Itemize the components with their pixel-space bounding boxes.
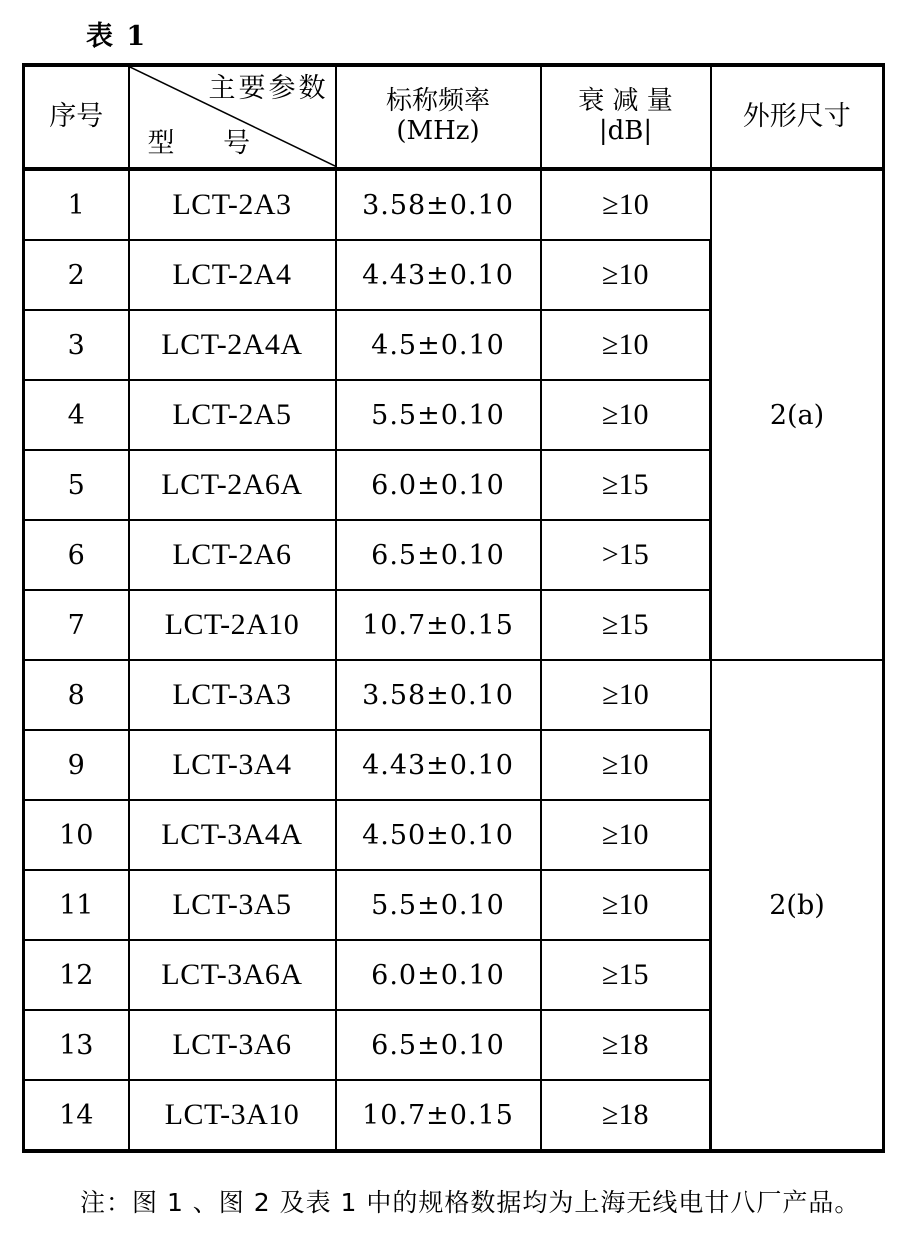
row-attenuation: ≥15 bbox=[541, 450, 711, 520]
row-frequency: 6.5±0.10 bbox=[336, 520, 541, 590]
row-model: LCT-3A6 bbox=[129, 1010, 336, 1080]
row-model: LCT-2A3 bbox=[129, 169, 336, 240]
row-frequency: 4.43±0.10 bbox=[336, 730, 541, 800]
row-attenuation: ≥10 bbox=[541, 870, 711, 940]
row-attenuation: ≥10 bbox=[541, 169, 711, 240]
row-frequency: 4.5±0.10 bbox=[336, 310, 541, 380]
row-frequency: 6.5±0.10 bbox=[336, 1010, 541, 1080]
row-model: LCT-2A4A bbox=[129, 310, 336, 380]
row-attenuation: ≥15 bbox=[541, 590, 711, 660]
row-number: 7 bbox=[24, 590, 129, 660]
row-frequency: 4.50±0.10 bbox=[336, 800, 541, 870]
row-number: 12 bbox=[24, 940, 129, 1010]
row-model: LCT-3A4 bbox=[129, 730, 336, 800]
row-number: 11 bbox=[24, 870, 129, 940]
header-attenuation-unit: |dB| bbox=[598, 116, 653, 146]
row-number: 8 bbox=[24, 660, 129, 730]
row-attenuation: ≥15 bbox=[541, 940, 711, 1010]
row-frequency: 5.5±0.10 bbox=[336, 380, 541, 450]
header-diagonal-cell bbox=[129, 65, 336, 169]
row-number: 13 bbox=[24, 1010, 129, 1080]
row-frequency: 3.58±0.10 bbox=[336, 169, 541, 240]
row-frequency: 10.7±0.15 bbox=[336, 1080, 541, 1151]
header-attenuation-title: 衰 减 量 bbox=[578, 86, 673, 117]
row-attenuation: >15 bbox=[541, 520, 711, 590]
header-attenuation bbox=[541, 65, 711, 169]
row-model: LCT-2A10 bbox=[129, 590, 336, 660]
row-attenuation: ≥10 bbox=[541, 730, 711, 800]
row-attenuation: ≥10 bbox=[541, 240, 711, 310]
table-caption: 表 1 bbox=[86, 21, 148, 52]
header-seq: 序号 bbox=[24, 65, 129, 169]
row-frequency: 3.58±0.10 bbox=[336, 660, 541, 730]
dimension-group-b: 2(b) bbox=[711, 660, 884, 1151]
row-attenuation: ≥18 bbox=[541, 1010, 711, 1080]
row-model: LCT-2A6A bbox=[129, 450, 336, 520]
row-frequency: 6.0±0.10 bbox=[336, 450, 541, 520]
row-model: LCT-2A5 bbox=[129, 380, 336, 450]
row-frequency: 4.43±0.10 bbox=[336, 240, 541, 310]
row-number: 9 bbox=[24, 730, 129, 800]
row-number: 3 bbox=[24, 310, 129, 380]
table-row bbox=[24, 169, 884, 240]
row-model: LCT-3A10 bbox=[129, 1080, 336, 1151]
footnote: 注：图 1 、图 2 及表 1 中的规格数据均为上海无线电廿八厂产品。 bbox=[80, 1188, 861, 1217]
header-row bbox=[24, 65, 884, 169]
row-attenuation: ≥10 bbox=[541, 380, 711, 450]
header-dimensions: 外形尺寸 bbox=[711, 65, 884, 169]
row-model: LCT-3A3 bbox=[129, 660, 336, 730]
row-number: 4 bbox=[24, 380, 129, 450]
header-frequency-unit: (MHz) bbox=[396, 116, 480, 146]
row-number: 6 bbox=[24, 520, 129, 590]
row-number: 14 bbox=[24, 1080, 129, 1151]
row-frequency: 10.7±0.15 bbox=[336, 590, 541, 660]
row-number: 1 bbox=[24, 169, 129, 240]
row-model: LCT-2A6 bbox=[129, 520, 336, 590]
row-number: 5 bbox=[24, 450, 129, 520]
row-number: 10 bbox=[24, 800, 129, 870]
row-attenuation: ≥10 bbox=[541, 660, 711, 730]
row-model: LCT-3A4A bbox=[129, 800, 336, 870]
table-body bbox=[24, 169, 884, 1151]
spec-table bbox=[22, 63, 885, 1153]
row-attenuation: ≥18 bbox=[541, 1080, 711, 1151]
dimension-group-a: 2(a) bbox=[711, 169, 884, 660]
row-number: 2 bbox=[24, 240, 129, 310]
header-main-params: 主要参数 bbox=[208, 73, 329, 104]
row-attenuation: ≥10 bbox=[541, 310, 711, 380]
spec-table-container bbox=[22, 63, 882, 1153]
row-frequency: 6.0±0.10 bbox=[336, 940, 541, 1010]
row-model: LCT-2A4 bbox=[129, 240, 336, 310]
row-model: LCT-3A5 bbox=[129, 870, 336, 940]
header-frequency bbox=[336, 65, 541, 169]
row-attenuation: ≥10 bbox=[541, 800, 711, 870]
table-row bbox=[24, 660, 884, 730]
header-model: 型 号 bbox=[147, 127, 271, 159]
row-model: LCT-3A6A bbox=[129, 940, 336, 1010]
header-frequency-title: 标称频率 bbox=[385, 86, 490, 117]
row-frequency: 5.5±0.10 bbox=[336, 870, 541, 940]
